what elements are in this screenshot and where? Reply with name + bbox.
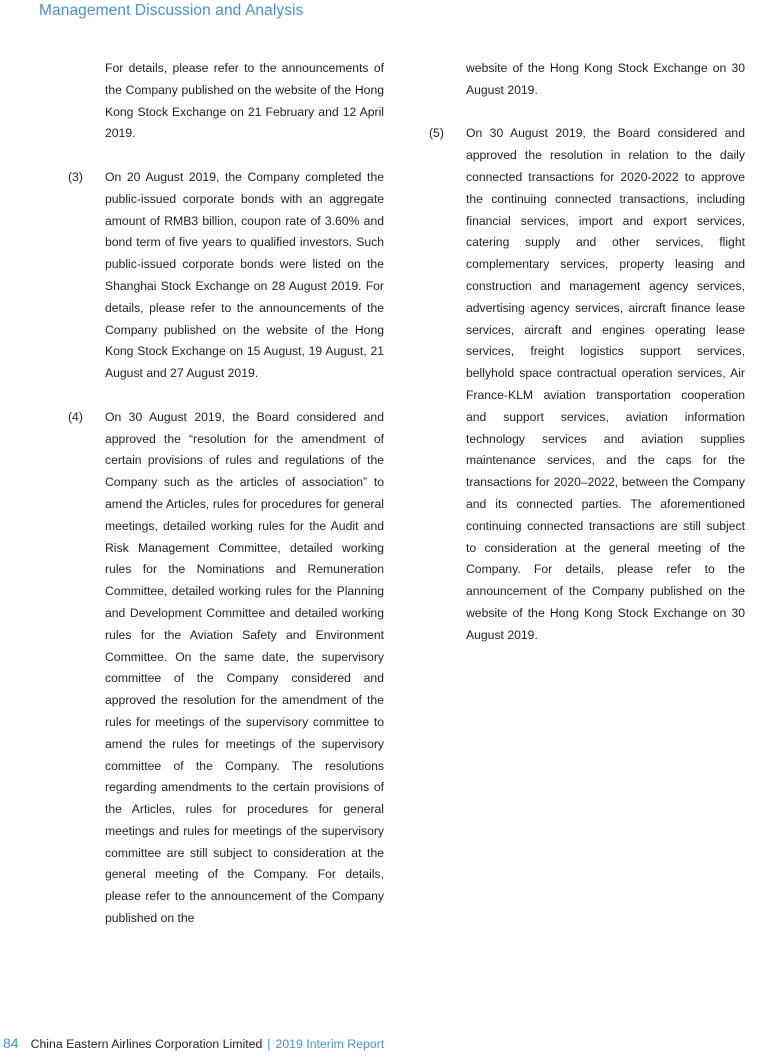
item-text: On 20 August 2019, the Company completed the public-issued corporate bonds with an aggregate amount of RMB3 billion, coupon rate of 3.60% and bond term of five years to qualified investors. Such public-issued corporate bonds were listed on the Shanghai Stock Exchange on 28 August 2019. For details, please refer to the announcements of the Company published on the website of the Hong Kong Stock Exchange on 15 August, 19 August, 21 August and 27 August 2019. [105,169,384,381]
item-number: (5) [429,126,444,141]
page-footer [3,1035,384,1051]
list-item-4 [68,407,384,930]
item-number: (3) [68,169,83,184]
running-header: Management Discussion and Analysis [39,2,304,19]
paragraph-text: website of the Hong Kong Stock Exchange on 30 August 2019. [466,61,745,97]
footer-separator: | [267,1037,271,1051]
company-name: China Eastern Airlines Corporation Limited [30,1037,263,1051]
left-column [68,58,384,930]
paragraph-text: For details, please refer to the announcements of the Company published on the website of the Hong Kong Stock Exchange on 21 February and 12 April 2019. [105,61,384,141]
page-number: 84 [3,1035,19,1051]
report-title: 2019 Interim Report [275,1037,385,1051]
item-text: On 30 August 2019, the Board considered and approved the resolution in relation to the daily connected transactions for 2020-2022 to approve the continuing connected transactions, including financial services, import and export services, catering supply and other services, flight complementary services, property leasing and construction and management agency services, advertising agency services, aircraft finance lease services, aircraft and engines operating lease services, freight logistics support services, bellyhold space contractual operation services, Air France-KLM aviation transportation cooperation and support services, aviation information technology services and aviation supplies maintenance services, and the caps for the transactions for 2020–2022, between the Company and its connected parties. The aforementioned continuing connected transactions are still subject to consideration at the general meeting of the Company. For details, please refer to the announcement of the Company published on the website of the Hong Kong Stock Exchange on 30 August 2019. [466,126,745,642]
right-column [429,58,745,647]
continued-paragraph [68,58,384,145]
list-item-3 [68,167,384,385]
list-item-5 [429,123,745,646]
item-number: (4) [68,409,83,424]
continued-paragraph [429,58,745,102]
item-text: On 30 August 2019, the Board considered and approved the “resolution for the amendment of certain provisions of rules and regulations of the Company such as the articles of association” to amend the Articles, rules for procedures for general meetings, detailed working rules for the Audit and Risk Management Committee, detailed working rules for the Nominations and Remuneration Committee, detailed working rules for the Planning and Development Committee and detailed working rules for the Aviation Safety and Environment Committee. On the same date, the supervisory committee of the Company considered and approved the resolution for the amendment of the rules for meetings of the supervisory committee to amend the rules for meetings of the supervisory committee of the Company. The resolutions regarding amendments to the certain provisions of the Articles, rules for procedures for general meetings and rules for meetings of the supervisory committee are still subject to consideration at the general meeting of the Company. For details, please refer to the announcement of the Company published on the [105,409,384,926]
